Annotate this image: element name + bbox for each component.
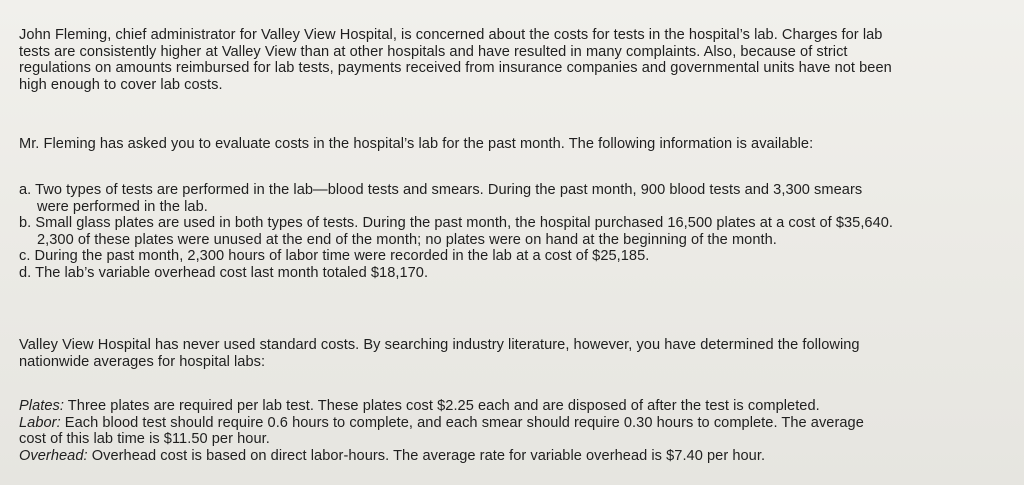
intro-line: tests are consistently higher at Valley View than at other hospitals and have resulted in many complaints. Also, because of strict: [19, 43, 848, 60]
labor-standard-continued: cost of this lab time is $11.50 per hour.: [19, 431, 270, 447]
information-list: [19, 182, 1012, 281]
intro-paragraph: [19, 27, 1012, 93]
labor-standard: [19, 415, 1012, 432]
overhead-text: Overhead cost is based on direct labor-hours. The average rate for variable overhead is $7.40 per hour.: [87, 447, 766, 464]
overhead-standard: [19, 448, 1012, 465]
labor-text: Each blood test should require 0.6 hours to complete, and each smear should require 0.30 hours to complete. The average: [60, 414, 864, 431]
overhead-label: Overhead:: [19, 447, 88, 464]
standards-intro-paragraph: [19, 337, 1012, 370]
list-item-c: c. During the past month, 2,300 hours of labor time were recorded in the lab at a cost of $25,185.: [19, 248, 650, 264]
list-item-a-line-1: a. Two types of tests are performed in the lab—blood tests and smears. During the past month, 900 blood tests and 3,300 smears: [19, 182, 863, 198]
intro-line: John Fleming, chief administrator for Valley View Hospital, is concerned about the costs for tests in the hospital’s lab. Charges for lab: [19, 27, 883, 43]
request-paragraph: [19, 136, 1012, 153]
list-item-a-line-2: were performed in the lab.: [37, 198, 208, 215]
plates-text: Three plates are required per lab test. These plates cost $2.25 each and are disposed of after the test is completed.: [63, 398, 820, 414]
list-item-b-line-2: 2,300 of these plates were unused at the end of the month; no plates were on hand at the beginning of the month.: [37, 231, 777, 248]
list-item-b-line-1: b. Small glass plates are used in both types of tests. During the past month, the hospital purchased 16,500 plates at a cost of $35,640.: [19, 215, 894, 231]
labor-label: Labor:: [19, 414, 61, 431]
list-item-a: [19, 182, 1012, 215]
standards-intro-line-1: Valley View Hospital has never used standard costs. By searching industry literature, however, you have determined the following: [19, 337, 860, 353]
plates-label: Plates:: [19, 398, 64, 414]
intro-line: regulations on amounts reimbursed for lab tests, payments received from insurance companies and governmental units have not been: [19, 60, 892, 76]
list-item-d: d. The lab’s variable overhead cost last month totaled $18,170.: [19, 264, 429, 281]
plates-standard: [19, 398, 1012, 415]
intro-line: high enough to cover lab costs.: [19, 76, 223, 93]
standards-list: [19, 398, 1012, 464]
standards-intro-line-2: nationwide averages for hospital labs:: [19, 353, 266, 370]
request-text: Mr. Fleming has asked you to evaluate costs in the hospital’s lab for the past month. The following information is available:: [19, 136, 814, 152]
list-item-b: [19, 215, 1012, 248]
